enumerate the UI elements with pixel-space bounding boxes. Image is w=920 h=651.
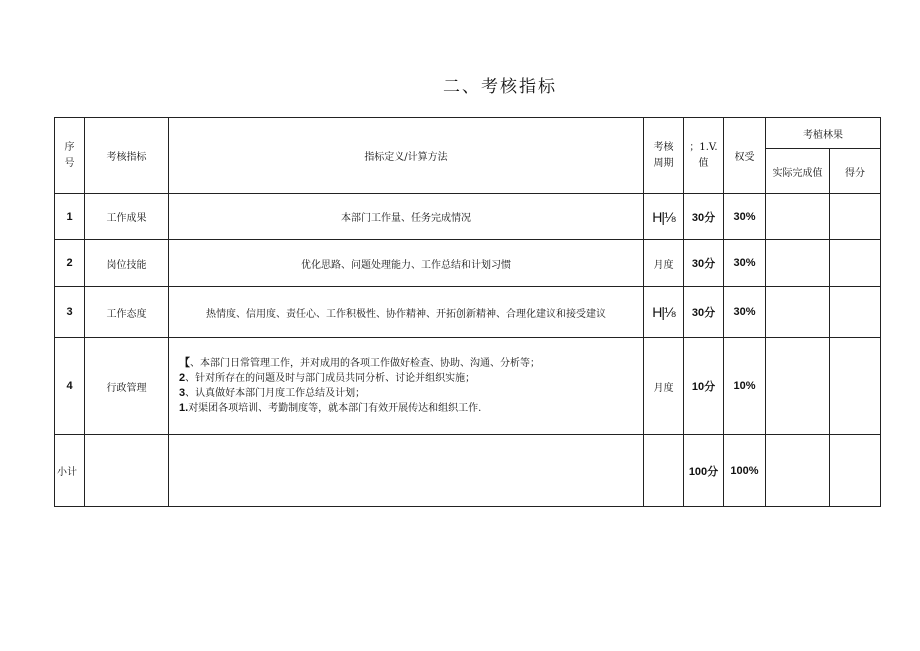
header-indicator: 考核指标 <box>85 118 169 194</box>
header-target <box>684 118 724 194</box>
header-seq <box>55 118 85 194</box>
row-actual <box>766 194 830 240</box>
subtotal-empty <box>644 435 684 507</box>
row-weight: 10% <box>724 338 766 435</box>
row-definition <box>169 338 644 435</box>
row-seq: 4 <box>55 338 85 435</box>
row-score <box>830 338 881 435</box>
subtotal-weight: 100% <box>724 435 766 507</box>
row-seq: 1 <box>55 194 85 240</box>
row-target: 30分 <box>684 194 724 240</box>
row-period: 月度 <box>644 338 684 435</box>
row-target: 30分 <box>684 287 724 338</box>
table-row <box>55 240 881 287</box>
row-indicator: 工作成果 <box>85 194 169 240</box>
header-target-line2: 值 <box>698 157 709 169</box>
line-text: 、本部门日常管理工作，并对成用的各项工作做好检查、协助、沟通、分析等； <box>190 358 540 369</box>
row-weight: 30% <box>724 240 766 287</box>
definition-line <box>179 371 641 386</box>
header-seq-line1: 序 <box>64 141 75 153</box>
table-row <box>55 338 881 435</box>
kpi-table <box>54 117 881 507</box>
row-indicator: 工作态度 <box>85 287 169 338</box>
row-actual <box>766 338 830 435</box>
row-actual <box>766 240 830 287</box>
definition-line <box>179 401 641 416</box>
row-score <box>830 287 881 338</box>
row-indicator: 岗位技能 <box>85 240 169 287</box>
line-text: 、认真做好本部门月度工作总结及计划； <box>185 388 366 399</box>
line-prefix: 2 <box>179 372 186 384</box>
subtotal-empty <box>85 435 169 507</box>
line-text: 对渠团各项培训、考勤制度等，就本部门有效开展传达和组织工作. <box>188 403 482 414</box>
definition-line <box>179 386 641 401</box>
subtotal-row <box>55 435 881 507</box>
subtotal-score <box>830 435 881 507</box>
header-target-line1: ；1.V. <box>689 141 718 153</box>
header-definition: 指标定义/计算方法 <box>169 118 644 194</box>
header-period <box>644 118 684 194</box>
table-row <box>55 287 881 338</box>
row-actual <box>766 287 830 338</box>
line-text: 、针对所存在的问题及时与部门成员共同分析、讨论并组织实施； <box>185 373 476 384</box>
row-score <box>830 194 881 240</box>
header-weight: 权受 <box>724 118 766 194</box>
row-period: H|⅛ <box>644 194 684 240</box>
header-seq-line2: 号 <box>64 157 75 169</box>
header-result-group: 考植林果 <box>766 118 881 149</box>
row-seq: 2 <box>55 240 85 287</box>
row-seq: 3 <box>55 287 85 338</box>
subtotal-actual <box>766 435 830 507</box>
header-period-line1: 考核 <box>653 141 674 153</box>
subtotal-label: 小计 <box>55 435 85 507</box>
subtotal-target: 100分 <box>684 435 724 507</box>
page-title: 二、考核指标 <box>443 77 557 97</box>
row-target: 10分 <box>684 338 724 435</box>
line-prefix: 3 <box>179 387 186 399</box>
row-weight: 30% <box>724 194 766 240</box>
row-period: 月度 <box>644 240 684 287</box>
row-period: H|⅛ <box>644 287 684 338</box>
table-row <box>55 194 881 240</box>
subtotal-empty <box>169 435 644 507</box>
row-definition: 热情度、信用度、责任心、工作积极性、协作精神、开拓创新精神、合理化建议和接受建议 <box>169 287 644 338</box>
header-actual: 实际完成值 <box>766 149 830 194</box>
row-definition: 本部门工作量、任务完成情况 <box>169 194 644 240</box>
definition-line <box>179 356 641 371</box>
row-weight: 30% <box>724 287 766 338</box>
header-period-line2: 周期 <box>653 157 674 169</box>
header-score: 得分 <box>830 149 881 194</box>
header-row <box>55 118 881 149</box>
line-prefix: 【 <box>179 357 190 369</box>
row-score <box>830 240 881 287</box>
row-target: 30分 <box>684 240 724 287</box>
row-indicator: 行政管理 <box>85 338 169 435</box>
line-prefix: 1. <box>179 402 189 414</box>
row-definition: 优化思路、问题处理能力、工作总结和计划习惯 <box>169 240 644 287</box>
